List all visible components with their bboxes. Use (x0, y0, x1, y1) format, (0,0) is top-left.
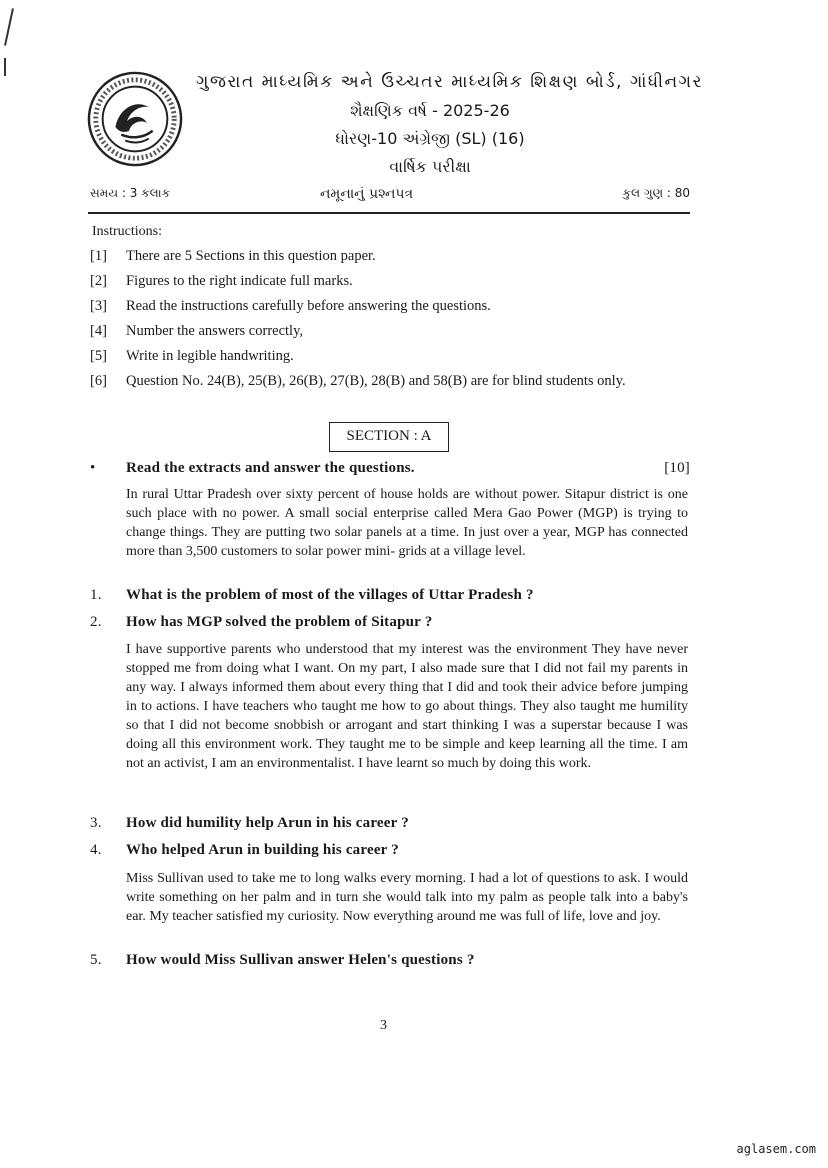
instruction-item: [2] Figures to the right indicate full marks. (90, 273, 353, 289)
instruction-item: [1] There are 5 Sections in this question paper. (90, 248, 376, 264)
board-seal-logo (86, 70, 184, 168)
section-marks: [10] (664, 460, 690, 476)
scan-mark (4, 58, 6, 76)
header-divider (88, 212, 690, 214)
extract-passage-1: In rural Uttar Pradesh over sixty percent of house holds are without power. Sitapur district is one such place with no power. A small social enterprise called Mera Gao Power (MGP) is trying to change things. They are putting two solar panels at a time. In just over a year, MGP has connected more than 3,500 customers to solar power mini- grids at a village level. (126, 487, 688, 559)
exam-meta-row (90, 186, 690, 208)
extract-passage-3: Miss Sullivan used to take me to long walks every morning. I had a lot of questions to ask. I would write something on her palm and in turn she would talk into my palm as people talk into a baby's ear. My teacher satisfied my curiosity. Now everything around me was full of life, love and joy. (126, 871, 688, 924)
bullet: • (90, 460, 96, 476)
page-number: 3 (380, 1018, 387, 1033)
exam-page: ગુજરાત માધ્યમિક અને ઉચ્ચતર માધ્યમિક શિક્ષણ બોર્ડ, ગાંધીનગર શૈક્ષણિક વર્ષ - 2025-26 ધોરણ-10 અંગ્રેજી (SL) (16) વાર્ષિક પરીક્ષા સમય : 3 કલાક નમૂનાનું પ્રશ્નપત્ર કુલ ગુણ : 80 Instructions: [1] There are 5 Sections in this question paper. [2] Figures to the right indicate full marks. [3] Read the instructions carefully before answering the questions. [4] Number the answers correctly, [5] Write in legible handwriting. [6] Question No. 24(B), 25(B), 26(B), 27(B), 28(B) and 58(B) are for blind students only. SECTION : A • Read the extracts and answer the questions. [10] In rural Uttar Pradesh over sixty percent of house holds are without power. Sitapur district is one such place with no power. A small social enterprise called Mera Gao Power (MGP) is trying to change things. They are putting two solar panels at a time. In just over a year, MGP has connected more than 3,500 customers to solar power mini- grids at a village level. 1. What is the problem of most of the villages of Uttar Pradesh ? 2. How has MGP solved the problem of Sitapur ? I have supportive parents who understood that my interest was the environment They have never stopped me from doing what I want. On my part, I also made sure that I did not fail my parents in any way. I always informed them about every thing that I did and took their advice before jumping in to actions. I have teachers who taught me how to go about things. They also taught me humility so that I did not become snobbish or arrogant and start thinking I was a superstar because I was doing all this environment work. They taught me to be simple and keep learning all the time. I am not an activist, I am an environmentalist. I have learnt so much by doing this work. 3. How did humility help Arun in his career ? 4. Who helped Arun in building his career ? Miss Sullivan used to take me to long walks every morning. I had a lot of questions to ask. I would write something on her palm and in turn she would talk into my palm as people talk into a baby's ear. My teacher satisfied my curiosity. Now everything around me was full of life, love and joy. 5. How would Miss Sullivan answer Helen's questions ? 3 aglasem.com (0, 0, 828, 1168)
instructions-list (90, 248, 690, 398)
exam-time: સમય : 3 કલાક (90, 186, 171, 200)
paper-type: નમૂનાનું પ્રશ્નપત્ર (320, 186, 414, 202)
scan-mark (4, 8, 14, 46)
exam-name: વાર્ષિક પરીક્ષા (389, 157, 471, 176)
instruction-item: [3] Read the instructions carefully before answering the questions. (90, 298, 491, 314)
instruction-item: [4] Number the answers correctly, (90, 323, 304, 339)
watermark: aglasem.com (736, 1142, 816, 1156)
instructions-heading: Instructions: (92, 224, 162, 239)
extract-passage-2: I have supportive parents who understood that my interest was the environment They have never stopped me from doing what I want. On my part, I also made sure that I did not fail my parents in any way. I always informed them about every thing that I did and took their advice before jumping in to actions. I have teachers who taught me how to go about things. They also taught me humility so that I did not become snobbish or arrogant and start thinking I was a superstar because I was doing all this environment work. They taught me to be simple and keep learning all the time. I am not an activist, I am an environmentalist. I have learnt so much by doing this work. (126, 642, 688, 771)
directive-text: Read the extracts and answer the questions. (126, 460, 415, 476)
academic-year: શૈક્ષણિક વર્ષ - 2025-26 (350, 101, 510, 120)
class-subject: ધોરણ-10 અંગ્રેજી (SL) (16) (335, 129, 525, 148)
total-marks: કુલ ગુણ : 80 (622, 186, 690, 200)
board-name: ગુજરાત માધ્યમિક અને ઉચ્ચતર માધ્યમિક શિક્ષણ બોર્ડ, ગાંધીનગર (196, 72, 703, 92)
instruction-item: [6] Question No. 24(B), 25(B), 26(B), 27(B), 28(B) and 58(B) are for blind students only. (90, 373, 626, 389)
section-a-title: SECTION : A (329, 422, 449, 452)
instruction-item: [5] Write in legible handwriting. (90, 348, 294, 364)
